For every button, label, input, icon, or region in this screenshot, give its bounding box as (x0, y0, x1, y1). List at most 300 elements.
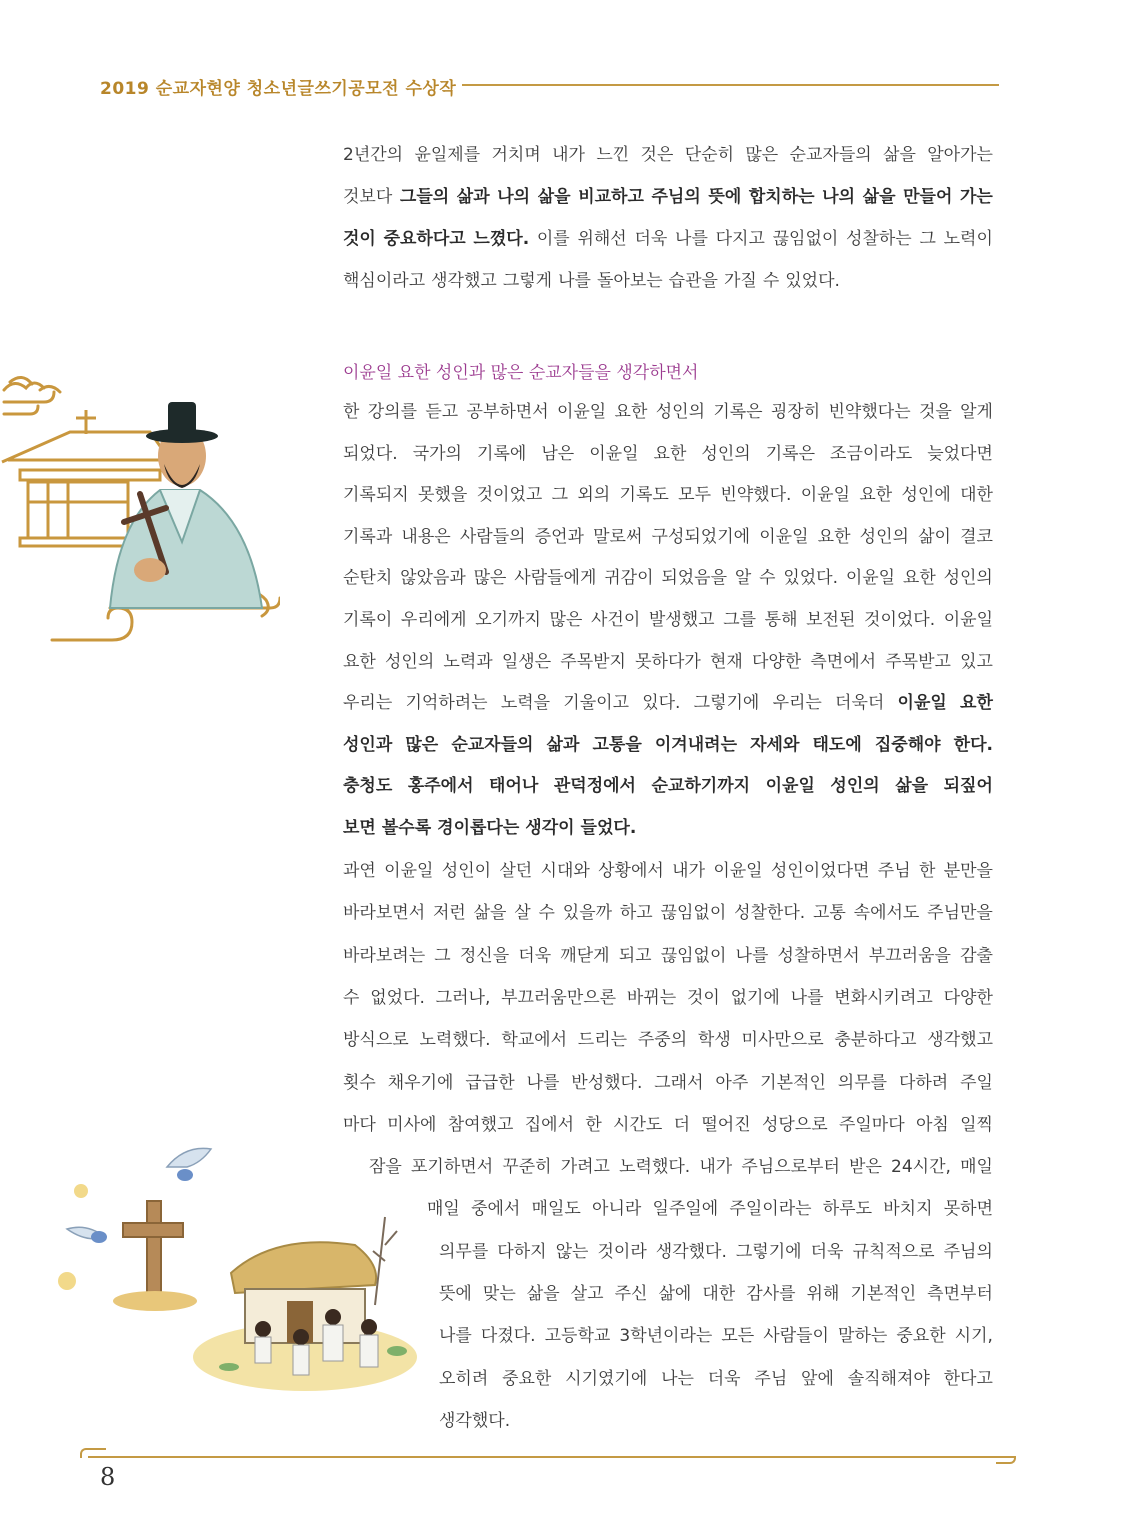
word: 충청도 (343, 776, 393, 797)
word: 측면부터 (927, 1284, 993, 1304)
word: 그래서 (654, 1072, 704, 1093)
word: 없었다. (370, 987, 425, 1008)
word: 살던 (499, 861, 533, 881)
word: 참여했고 (447, 1114, 514, 1135)
word: 삶을 (883, 145, 916, 165)
word: 합치하는 (748, 187, 815, 207)
word: 비교하고 (578, 187, 644, 207)
word: 성인이 (441, 861, 492, 881)
word: 성당으로 (761, 1114, 828, 1135)
word: 과연 (343, 861, 376, 881)
word: 감출 (960, 945, 993, 966)
word: 못했을 (418, 485, 468, 506)
paragraph2-line (343, 733, 993, 757)
word: 내용은 (401, 526, 451, 547)
word: 충분하다고 (834, 1030, 917, 1051)
word: 태어나 (489, 776, 539, 797)
word: 위해선 (577, 229, 627, 249)
word: 기록이 (343, 610, 393, 630)
word: 성찰한다. (734, 903, 806, 924)
word: 성인에 (901, 485, 951, 506)
word: 생각했다. (655, 1241, 727, 1262)
word: 주님 (877, 861, 911, 881)
word: 성인의 (701, 443, 751, 464)
word: 느꼈다. (473, 229, 530, 249)
word: 더욱더 (835, 693, 885, 714)
word: 이윤일 (384, 861, 434, 881)
word: 못하다가 (635, 651, 701, 672)
paragraph2-line (343, 525, 993, 549)
word: 24시간, (891, 1157, 951, 1178)
word: 중에서 (471, 1199, 521, 1220)
word: 있다. (642, 693, 681, 714)
word: 알아가는 (927, 145, 993, 165)
word: 생각했고 (431, 271, 497, 291)
word: 수 (538, 903, 555, 924)
word: 노력했다. (419, 1030, 491, 1051)
paragraph3-line (343, 1113, 993, 1137)
paragraph1-line (343, 185, 993, 209)
word: 주신 (614, 1284, 648, 1304)
word: 것이 (343, 229, 376, 249)
word: 위해 (806, 1284, 840, 1304)
word: 있었다. (785, 271, 840, 291)
word: 기울이고 (563, 693, 629, 714)
word: 끊임없이 (772, 229, 839, 249)
word: 이윤일 (759, 526, 809, 547)
word: 볼수록 (381, 818, 432, 838)
paragraph3-line (343, 901, 993, 925)
paragraph1-line (343, 143, 993, 167)
word: 성인의 (830, 776, 880, 797)
word: 일생은 (501, 651, 552, 672)
word: 돌아보는 (596, 271, 663, 291)
word: 말로써 (593, 526, 643, 547)
word: 강의를 (367, 402, 418, 422)
word: 요한 (614, 402, 648, 422)
word: 것이라 (597, 1241, 647, 1262)
paragraph3-line (439, 1240, 993, 1264)
section-heading: 이윤일 요한 성인과 많은 순교자들을 생각하면서 (343, 363, 699, 383)
word: 의무를 (439, 1241, 489, 1262)
saint-illustration (0, 372, 280, 650)
word: 시기, (954, 1326, 993, 1347)
word: 노력을 (500, 693, 551, 714)
word: 않는 (555, 1241, 589, 1262)
word: 경이롭다는 (437, 818, 520, 838)
word: 굉장히 (770, 402, 821, 422)
word: 삶을 (526, 1284, 560, 1304)
word: 하루도 (822, 1199, 873, 1220)
paragraph2-line (343, 608, 993, 632)
word: 드리는 (577, 1030, 628, 1051)
word: 못하면 (943, 1199, 993, 1220)
word: 되짚어 (943, 776, 993, 797)
word: 아니라 (592, 1199, 642, 1220)
word: 빈약했다는 (828, 402, 911, 422)
word: 한 (585, 1114, 602, 1135)
word: 성찰하는 (846, 229, 912, 249)
word: 살 (514, 903, 531, 924)
word: 생각했고 (927, 1030, 993, 1051)
word: 일주일에 (652, 1199, 719, 1220)
word: 성인과 (343, 734, 393, 755)
word: 바치지 (883, 1199, 933, 1220)
paragraph1-line (343, 269, 993, 293)
word: 급급한 (465, 1072, 515, 1093)
paragraph2-line (343, 816, 993, 840)
word: 주일마다 (838, 1114, 905, 1135)
word: 귀감이 (604, 568, 654, 589)
paragraph3-line (439, 1409, 993, 1433)
word: 습관을 (668, 271, 718, 291)
word: 결코 (960, 526, 993, 547)
word: 성인의 (943, 568, 993, 589)
word: 한다. (953, 734, 993, 755)
word: 사람들에게 (514, 568, 597, 589)
word: 한 (918, 861, 936, 881)
word: 그 (434, 945, 451, 966)
word: 보전된 (806, 610, 856, 630)
word: 그 (919, 229, 936, 249)
word: 횟수 (343, 1072, 376, 1093)
word: 그들의 (399, 187, 450, 207)
word: 나를 (675, 229, 708, 249)
word: 요한 (859, 485, 893, 506)
word: 더욱 (707, 1368, 741, 1389)
word: 나는 (661, 1368, 694, 1389)
paragraph3-line (427, 1197, 993, 1221)
word: 이를 (536, 229, 570, 249)
word: 자세와 (750, 734, 800, 755)
word: 나를 (526, 1072, 560, 1093)
word: 대한 (960, 485, 993, 506)
word: 기록은 (765, 443, 816, 464)
word: 다양한 (943, 987, 993, 1008)
word: 뜻에 (439, 1284, 472, 1304)
word: 보면 (343, 818, 376, 838)
word: 주님으로부터 (741, 1157, 840, 1178)
word: 잠을 (369, 1157, 402, 1178)
word: 끊임없이 (660, 945, 727, 966)
word: 요한 (343, 651, 376, 672)
word: 통해 (764, 610, 798, 630)
word: 나를 (790, 987, 824, 1008)
word: 되고 (618, 945, 652, 966)
word: 거치며 (491, 145, 541, 165)
word: 증언과 (534, 526, 584, 547)
word: 순교자들의 (789, 145, 872, 165)
word: 성찰하면서 (777, 945, 860, 966)
word: 그렇기에 (693, 693, 760, 714)
word: 한 (343, 402, 360, 422)
word: 느낀 (596, 145, 630, 165)
word: 그렇게 (502, 271, 553, 291)
word: 성인의 (655, 402, 705, 422)
word: 그러나, (435, 987, 491, 1008)
word: 주중의 (637, 1030, 688, 1051)
word: 내가 (552, 145, 585, 165)
word: 수 (759, 568, 776, 589)
word: 감사를 (746, 1284, 796, 1304)
word: 순교자들의 (451, 734, 534, 755)
word: 삶을 (473, 903, 507, 924)
word: 3학년이라는 (619, 1326, 713, 1347)
word: 더욱 (634, 229, 668, 249)
word: 것이 (686, 987, 720, 1008)
word: 나를 (439, 1326, 472, 1347)
word: 마다 (343, 1114, 376, 1135)
word: 모든 (721, 1326, 755, 1347)
word: 이윤일 (897, 693, 947, 714)
paragraph2-line (343, 650, 993, 674)
word: 늦었다면 (927, 443, 993, 464)
word: 고통을 (592, 734, 642, 755)
word: 주목받지 (560, 651, 626, 672)
word: 많은 (473, 568, 507, 589)
word: 변화시키려고 (834, 987, 933, 1008)
paragraph3-line (343, 859, 993, 883)
word: 말하는 (838, 1326, 888, 1347)
word: 있었다. (783, 568, 838, 589)
paragraph3-line (343, 986, 993, 1010)
word: 이윤일 (943, 610, 993, 630)
word: 가는 (960, 187, 993, 207)
paragraph3-line (343, 1071, 993, 1095)
word: 삶을 (895, 776, 929, 797)
word: 속에서도 (853, 903, 920, 924)
word: 맞는 (482, 1284, 516, 1304)
word: 학생 (697, 1030, 731, 1051)
word: 윤일제를 (414, 145, 481, 165)
word: 매일 (427, 1199, 460, 1220)
word: 앞에 (801, 1368, 834, 1389)
word: 그를 (723, 610, 757, 630)
word: 사건이 (590, 610, 641, 630)
word: 2년간의 (343, 145, 404, 165)
word: 중요하다고 (383, 229, 466, 249)
word: 미사에 (387, 1114, 437, 1135)
word: 성인의 (859, 526, 909, 547)
page-number: 8 (100, 1463, 116, 1491)
word: 많은 (745, 145, 779, 165)
word: 기록에 (477, 443, 527, 464)
word: 공부하면서 (466, 402, 549, 422)
paragraph3-line (343, 1028, 993, 1052)
word: 모두 (678, 485, 711, 506)
word: 이윤일 (589, 443, 639, 464)
running-header-title: 2019 순교자현양 청소년글쓰기공모전 수상작 (100, 79, 457, 99)
word: 국가의 (412, 443, 462, 464)
word: 성인이었다면 (770, 861, 870, 881)
word: 측면에서 (810, 651, 877, 672)
word: 더 (673, 1114, 691, 1135)
word: 우리는 (343, 693, 393, 714)
word: 우리는 (772, 693, 822, 714)
footer-divider (88, 1456, 1014, 1458)
paragraph2-line (343, 442, 993, 466)
word: 다하지 (497, 1241, 547, 1262)
word: 이겨내려는 (654, 734, 737, 755)
word: 집에서 (524, 1114, 575, 1135)
word: 순교하기까지 (651, 776, 751, 797)
word: 다졌다. (480, 1326, 536, 1347)
word: 아주 (715, 1072, 749, 1093)
word: 떨어진 (701, 1114, 751, 1135)
word: 기본적인 (850, 1284, 917, 1304)
word: 듣고 (425, 402, 459, 422)
paragraph2-line (343, 691, 993, 715)
word: 가려고 (560, 1157, 610, 1178)
word: 의무를 (837, 1072, 888, 1093)
word: 현재 (709, 651, 743, 672)
paragraph1-line (343, 227, 993, 251)
word: 이윤일 (765, 776, 815, 797)
word: 깨닫게 (560, 945, 610, 966)
word: 반성했다. (571, 1072, 643, 1093)
word: 학교에서 (501, 1030, 568, 1051)
word: 그 (551, 485, 569, 506)
word: 주님 (754, 1368, 788, 1389)
word: 방식으로 (343, 1030, 409, 1051)
word: 상황에서 (598, 861, 664, 881)
word: 포기하면서 (411, 1157, 494, 1178)
word: 정신을 (459, 945, 510, 966)
word: 홍주에서 (407, 776, 474, 797)
word: 고등학교 (544, 1326, 611, 1347)
word: 기록도 (619, 485, 669, 506)
word: 기록과 (343, 526, 393, 547)
word: 많은 (549, 610, 583, 630)
word: 분만을 (943, 861, 993, 881)
word: 주일 (960, 1072, 993, 1093)
word: 더욱 (518, 945, 552, 966)
word: 시기였기에 (565, 1368, 648, 1389)
word: 부끄러움을 (868, 945, 951, 966)
word: 우리에게 (400, 610, 467, 630)
word: 중요한 (502, 1368, 552, 1389)
word: 이윤일 (800, 485, 850, 506)
word: 알게 (960, 402, 993, 422)
word: 조금이라도 (830, 443, 913, 464)
word: 채우기에 (387, 1072, 454, 1093)
paragraph3-line (343, 944, 993, 968)
word: 것보다 (343, 187, 393, 207)
word: 외의 (577, 485, 611, 506)
word: 삶을 (862, 187, 896, 207)
word: 집중해야 (874, 734, 941, 755)
paragraph3-line (439, 1367, 993, 1391)
word: 내가 (699, 1157, 733, 1178)
word: 핵심이라고 (343, 271, 426, 291)
header-divider (462, 84, 999, 86)
word: 다하려 (898, 1072, 949, 1093)
word: 사람들이 (763, 1326, 829, 1347)
word: 시대와 (540, 861, 590, 881)
word: 이윤일 (556, 402, 607, 422)
word: 있을까 (562, 903, 613, 924)
word: 되었다. (343, 443, 398, 464)
word: 솔직해져야 (847, 1368, 930, 1389)
paragraph2-line (343, 774, 993, 798)
word: 관덕정에서 (553, 776, 636, 797)
word: 노력과 (443, 651, 493, 672)
word: 있고 (960, 651, 993, 672)
word: 되었음을 (661, 568, 728, 589)
word: 들었다. (580, 818, 637, 838)
word: 꾸준히 (502, 1157, 552, 1178)
word: 바라보면서 (343, 903, 426, 924)
paragraph2-line (343, 400, 993, 424)
word: 규칙적으로 (852, 1241, 935, 1262)
word: 나를 (735, 945, 769, 966)
word: 이윤일 (713, 861, 763, 881)
word: 다양한 (751, 651, 802, 672)
word: 요한 (653, 443, 687, 464)
word: 사람들의 (459, 526, 526, 547)
word: 않았음과 (400, 568, 466, 589)
word: 주님의 (943, 1241, 993, 1262)
word: 아침 (915, 1114, 949, 1135)
word: 기록은 (713, 402, 763, 422)
village-cross-illustration (55, 1105, 425, 1405)
paragraph2-line (343, 483, 993, 507)
word: 주일이라는 (729, 1199, 812, 1220)
word: 삶이 (918, 526, 951, 547)
word: 구성되었기에 (651, 526, 751, 547)
word: 한다고 (943, 1368, 993, 1389)
word: 오히려 (439, 1368, 489, 1389)
word: 노력이 (943, 229, 993, 249)
word: 기억하려는 (405, 693, 488, 714)
word: 발생했고 (648, 610, 715, 630)
word: 이윤일 (845, 568, 896, 589)
word: 바뀌는 (626, 987, 677, 1008)
word: 요한 (902, 568, 936, 589)
word: 오기까지 (475, 610, 541, 630)
word: 시간도 (613, 1114, 663, 1135)
word: 노력했다. (619, 1157, 691, 1178)
word: 끊임없이 (660, 903, 727, 924)
word: 태도에 (812, 734, 862, 755)
word: 생각이 (525, 818, 575, 838)
footer-ornament-right (996, 1456, 1016, 1464)
word: 매일 (960, 1157, 993, 1178)
word: 생각했다. (439, 1410, 511, 1431)
word: 대한 (702, 1284, 736, 1304)
word: 살고 (570, 1284, 604, 1304)
word: 성인의 (385, 651, 435, 672)
word: 만들어 (903, 187, 953, 207)
word: 남은 (541, 443, 575, 464)
word: 내가 (672, 861, 705, 881)
word: 나의 (822, 187, 856, 207)
word: 삶과 (456, 187, 490, 207)
word: 고통 (812, 903, 846, 924)
word: 다지고 (715, 229, 765, 249)
word: 순탄치 (343, 568, 393, 589)
word: 단순히 (684, 145, 734, 165)
word: 뜻에 (708, 187, 742, 207)
word: 주님의 (651, 187, 701, 207)
word: 저런 (432, 903, 466, 924)
word: 알 (734, 568, 752, 589)
paragraph2-line (343, 566, 993, 590)
word: 빈약했다. (720, 485, 792, 506)
word: 삶과 (546, 734, 580, 755)
word: 수 (343, 987, 360, 1008)
word: 수 (762, 271, 780, 291)
